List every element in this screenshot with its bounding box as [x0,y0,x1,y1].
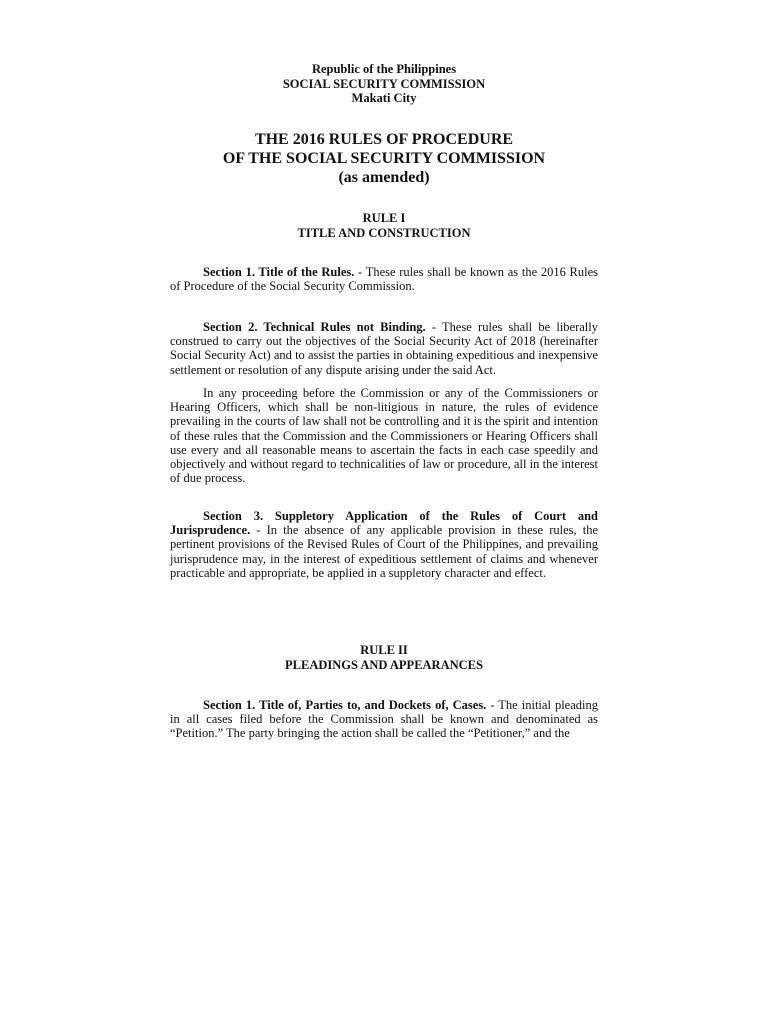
letterhead-city: Makati City [351,91,417,105]
paragraph-text: In any proceeding before the Commission or any of the Commissioners or Hearing Officers, which shall be non-litigious in nature, the rules of evidence prevailing in the courts of law shall not be controlling and it is the spirit and intention of these rules that the Commission and the Commissioners or Hearing Officers shall use every and all reasonable means to ascertain the facts in each case speedily and objectively and without regard to technicalities of law or procedure, all in the interest of due process. [170,386,598,486]
title-line-3: (as amended) [338,169,430,186]
rule-1-section-2-paragraph-2 [170,386,598,485]
title-line-2: OF THE SOCIAL SECURITY COMMISSION [222,150,546,167]
section-text: - In the absence of any applicable provision in these rules, the pertinent provisions of the Revised Rules of Court of the Philippines, and prevailing jurisprudence may, in the interest of expeditious settlement of claims and whenever practicable and appropriate, be applied in a suppletory character and effect. [170,523,598,580]
rule-1-heading [0,211,768,241]
section-text: - The initial pleading in all cases filed before the Commission shall be known and denominated as “Petition.” The party bringing the action shall be called the “Petitioner,” and the [170,698,598,741]
section-heading: Section 1. Title of the Rules. [203,265,355,279]
section-heading: Section 2. Technical Rules not Binding. [203,320,426,334]
rule-1-section-1 [170,265,598,293]
rule-1-section-3 [170,509,598,580]
rule-1-number: RULE I [362,211,406,225]
rule-1-name: TITLE AND CONSTRUCTION [297,226,471,240]
rule-2-heading [0,643,768,673]
document-title [0,130,768,187]
section-heading: Section 1. Title of, Parties to, and Dockets of, Cases. [203,698,487,712]
letterhead-commission: SOCIAL SECURITY COMMISSION [282,76,486,91]
rule-1-section-2 [170,320,598,377]
letterhead [0,62,768,106]
section-text: - These rules shall be known as the 2016 Rules of Procedure of the Social Security Commission. [170,265,598,294]
letterhead-republic: Republic of the Philippines [311,62,457,76]
title-line-1: THE 2016 RULES OF PROCEDURE [254,131,514,148]
rule-2-name: PLEADINGS AND APPEARANCES [285,658,483,672]
rule-2-section-1 [170,698,598,741]
rule-2-number: RULE II [360,643,408,657]
section-text: - These rules shall be liberally construed to carry out the objectives of the Social Security Act of 2018 (hereinafter Social Security Act) and to assist the parties in obtaining expeditious and inexpensive settlement or resolution of any dispute arising under the said Act. [170,320,598,377]
section-heading: Section 3. Suppletory Application of the Rules of Court and Jurisprudence. [170,509,598,538]
